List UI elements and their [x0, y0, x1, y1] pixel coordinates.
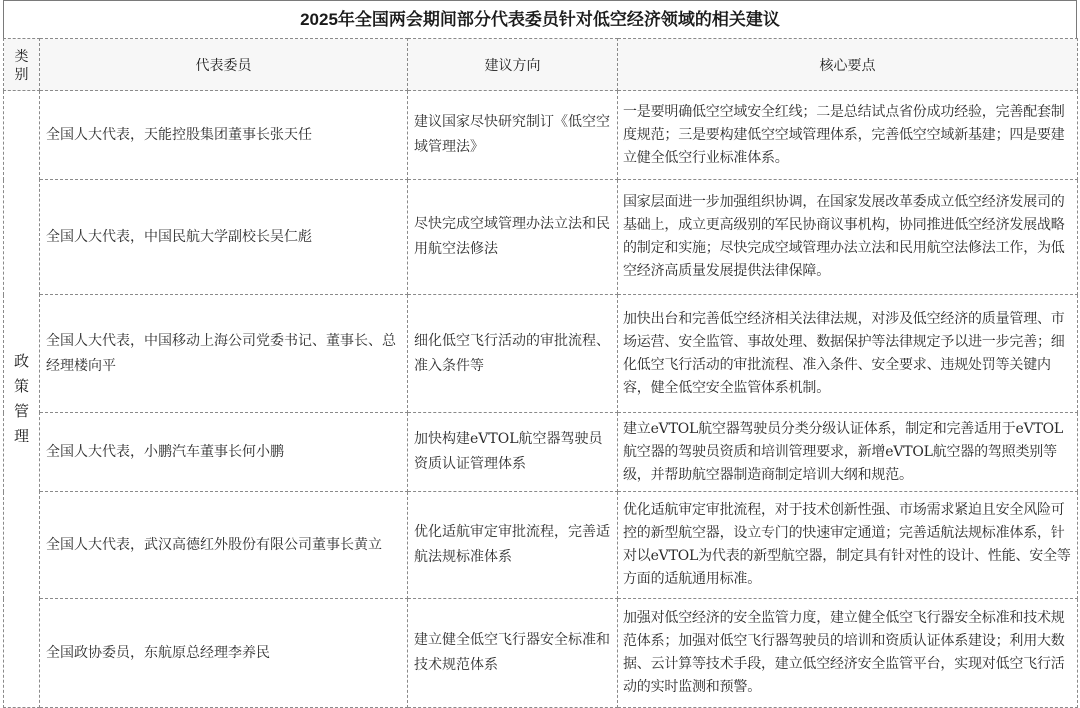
- representative-cell: 全国政协委员，东航原总经理李养民: [40, 599, 408, 708]
- points-cell: 建立eVTOL航空器驾驶员分类分级认证体系，制定和完善适用于eVTOL航空器的驾驶员资质和培训管理要求，新增eVTOL航空器的驾照类别等级，并帮助航空器制造商制定培训大纲和规范。: [618, 413, 1078, 492]
- table-row: [4, 492, 1078, 599]
- proposals-table: [3, 38, 1078, 708]
- points-cell: 国家层面进一步加强组织协调，在国家发展改革委成立低空经济发展司的基础上，成立更高级别的军民协商议事机构，协同推进低空经济发展战略的制定和实施；尽快完成空域管理办法立法和民用航空法修法工作，为低空经济高质量发展提供法律保障。: [618, 180, 1078, 295]
- category-char: 策: [13, 378, 29, 395]
- points-cell: 加快出台和完善低空经济相关法律法规，对涉及低空经济的质量管理、市场运营、安全监管、事故处理、数据保护等法律规定予以进一步完善；细化低空飞行活动的审批流程、准入条件、安全要求、违规处罚等关键内容，健全低空安全监管体系机制。: [618, 295, 1078, 413]
- table-title: 2025年全国两会期间部分代表委员针对低空经济领域的相关建议: [3, 0, 1077, 38]
- representative-cell: 全国人大代表，小鹏汽车董事长何小鹏: [40, 413, 408, 492]
- points-cell: 一是要明确低空空域安全红线；二是总结试点省份成功经验，完善配套制度规范；三是要构建低空空域管理体系，完善低空空域新基建；四是要建立健全低空行业标准体系。: [618, 91, 1078, 180]
- representative-cell: 全国人大代表，武汉高德红外股份有限公司董事长黄立: [40, 492, 408, 599]
- points-cell: 优化适航审定审批流程，对于技术创新性强、市场需求紧迫且安全风险可控的新型航空器，设立专门的快速审定通道；完善适航法规标准体系，针对以eVTOL为代表的新型航空器，制定具有针对性的设计、性能、安全等方面的适航通用标准。: [618, 492, 1078, 599]
- category-char: 理: [13, 428, 29, 445]
- direction-cell: 加快构建eVTOL航空器驾驶员资质认证管理体系: [408, 413, 618, 492]
- direction-cell: 优化适航审定审批流程，完善适航法规标准体系: [408, 492, 618, 599]
- header-points: 核心要点: [618, 39, 1078, 91]
- direction-cell: 建议国家尽快研究制订《低空空域管理法》: [408, 91, 618, 180]
- representative-cell: 全国人大代表，天能控股集团董事长张天任: [40, 91, 408, 180]
- table-row: [4, 91, 1078, 180]
- header-row: [4, 39, 1078, 91]
- direction-cell: 细化低空飞行活动的审批流程、准入条件等: [408, 295, 618, 413]
- points-cell: 加强对低空经济的安全监管力度，建立健全低空飞行器安全标准和技术规范体系；加强对低空飞行器驾驶员的培训和资质认证体系建设；利用大数据、云计算等技术手段，建立低空经济安全监管平台，实现对低空飞行活动的实时监测和预警。: [618, 599, 1078, 708]
- table-row: [4, 413, 1078, 492]
- category-char: 政: [13, 353, 29, 370]
- representative-cell: 全国人大代表，中国移动上海公司党委书记、董事长、总经理楼向平: [40, 295, 408, 413]
- table-row: [4, 180, 1078, 295]
- representative-cell: 全国人大代表，中国民航大学副校长吴仁彪: [40, 180, 408, 295]
- header-direction: 建议方向: [408, 39, 618, 91]
- table-row: [4, 599, 1078, 708]
- category-char: 管: [13, 403, 29, 420]
- table-row: [4, 295, 1078, 413]
- header-category: 类别: [4, 39, 40, 91]
- direction-cell: 尽快完成空域管理办法立法和民用航空法修法: [408, 180, 618, 295]
- header-representative: 代表委员: [40, 39, 408, 91]
- category-cell: [4, 91, 40, 708]
- direction-cell: 建立健全低空飞行器安全标准和技术规范体系: [408, 599, 618, 708]
